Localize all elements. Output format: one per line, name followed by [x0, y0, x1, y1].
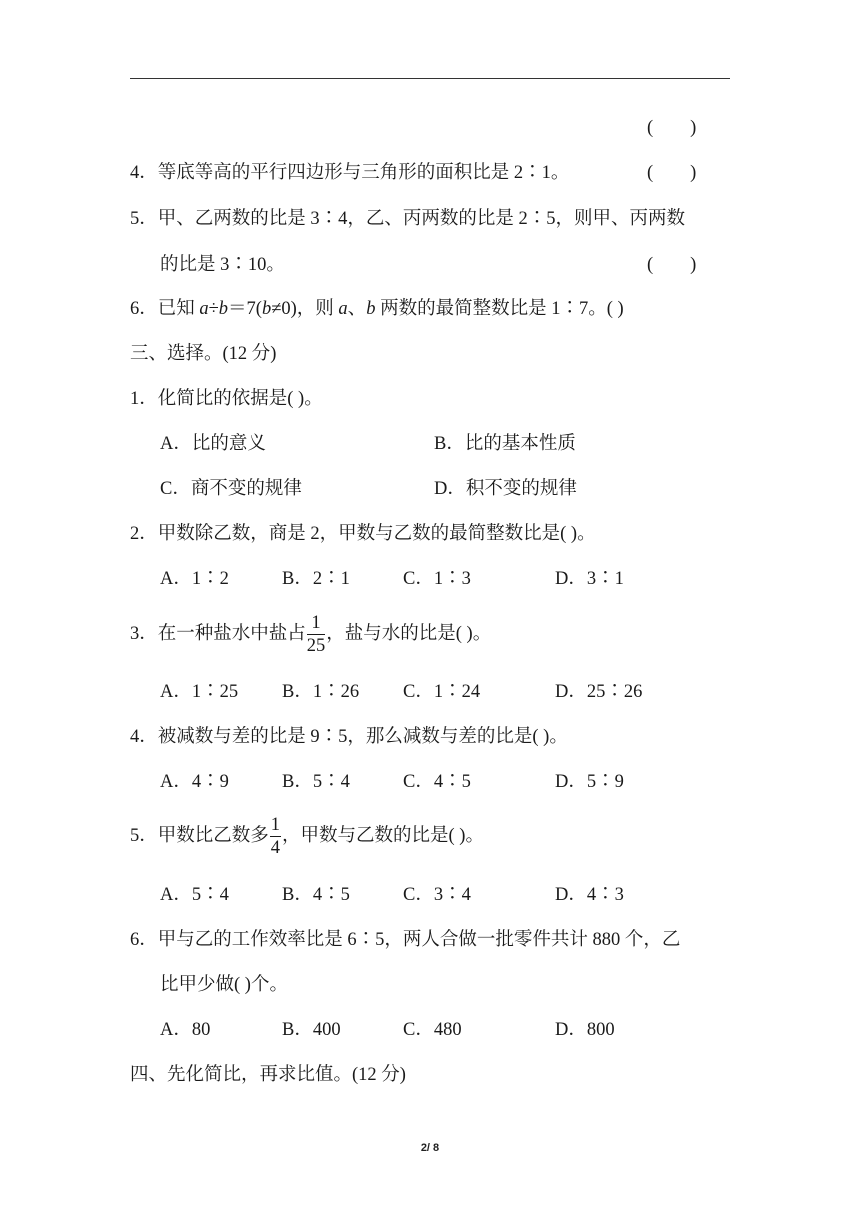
q3-option-d[interactable]: D．25∶26 [555, 682, 643, 702]
q1-option-b[interactable]: B．比的基本性质 [434, 434, 576, 454]
q4-option-c[interactable]: C．4∶5 [403, 772, 471, 792]
q5-option-c[interactable]: C．3∶4 [403, 885, 471, 905]
judge-q5-line1: 5．甲、乙两数的比是 3∶4，乙、丙两数的比是 2∶5，则甲、丙两数 [130, 209, 686, 229]
q3-fraction: $\frac{1}{25}$ [306, 613, 326, 656]
answer-paren-q3[interactable]: ( ) [647, 118, 697, 138]
q2-option-d[interactable]: D．3∶1 [555, 569, 624, 589]
q1-option-c[interactable]: C．商不变的规律 [160, 479, 302, 499]
q6-option-a[interactable]: A．80 [160, 1020, 211, 1040]
q1-option-a[interactable]: A．比的意义 [160, 434, 266, 454]
header-rule [130, 78, 730, 79]
q5-stem: 5．甲数比乙数多 $\frac{1}{4}$ ，甲数与乙数的比是( )。 [130, 815, 484, 858]
q3-option-c[interactable]: C．1∶24 [403, 682, 481, 702]
judge-q4: 4．等底等高的平行四边形与三角形的面积比是 2∶1。 [130, 163, 570, 183]
q6-stem-line1: 6．甲与乙的工作效率比是 6∶5，两人合做一批零件共计 880 个，乙 [130, 930, 681, 950]
q4-option-b[interactable]: B．5∶4 [282, 772, 350, 792]
section3-title: 三、选择。(12 分) [130, 344, 277, 364]
judge-q5-line2: 的比是 3∶10。 [160, 255, 285, 275]
q2-option-b[interactable]: B．2∶1 [282, 569, 350, 589]
q5-option-d[interactable]: D．4∶3 [555, 885, 624, 905]
q6-option-d[interactable]: D．800 [555, 1020, 615, 1040]
q6-stem-line2: 比甲少做( )个。 [160, 975, 288, 995]
q2-option-c[interactable]: C．1∶3 [403, 569, 471, 589]
q2-stem: 2．甲数除乙数，商是 2，甲数与乙数的最简整数比是( )。 [130, 524, 596, 544]
answer-paren-q5[interactable]: ( ) [647, 255, 697, 275]
judge-q6: 6．已知 a÷b＝7(b≠0)，则 a、b 两数的最简整数比是 1∶7。( ) [130, 299, 624, 319]
q4-option-d[interactable]: D．5∶9 [555, 772, 624, 792]
section4-title: 四、先化简比，再求比值。(12 分) [130, 1065, 406, 1085]
q3-stem: 3．在一种盐水中盐占 $\frac{1}{25}$ ，盐与水的比是( )。 [130, 613, 492, 656]
q5-option-b[interactable]: B．4∶5 [282, 885, 350, 905]
q3-option-b[interactable]: B．1∶26 [282, 682, 360, 702]
page-number: 2/ 8 [420, 1142, 440, 1154]
q4-stem: 4．被减数与差的比是 9∶5，那么减数与差的比是( )。 [130, 727, 568, 747]
q6-option-b[interactable]: B．400 [282, 1020, 341, 1040]
q3-option-a[interactable]: A．1∶25 [160, 682, 239, 702]
q1-option-d[interactable]: D．积不变的规律 [434, 479, 577, 499]
q1-stem: 1．化简比的依据是( )。 [130, 389, 323, 409]
q2-option-a[interactable]: A．1∶2 [160, 569, 229, 589]
q4-option-a[interactable]: A．4∶9 [160, 772, 229, 792]
answer-paren-q4[interactable]: ( ) [647, 163, 697, 183]
q5-fraction: $\frac{1}{4}$ [270, 815, 281, 858]
q6-option-c[interactable]: C．480 [403, 1020, 462, 1040]
q5-option-a[interactable]: A．5∶4 [160, 885, 229, 905]
